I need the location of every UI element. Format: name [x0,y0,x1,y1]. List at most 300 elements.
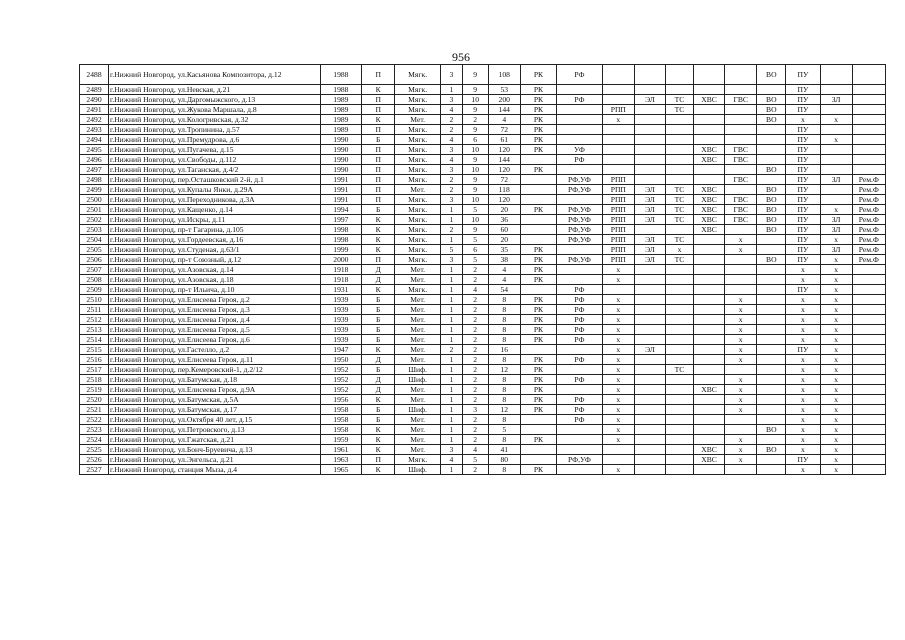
table-cell [634,155,665,165]
table-cell [852,155,885,165]
table-cell: РК [520,365,556,375]
table-cell [634,295,665,305]
table-cell [852,345,885,355]
table-cell [725,365,757,375]
table-cell: Рем.Ф [852,245,885,255]
table-cell [694,355,725,365]
table-cell [725,115,757,125]
table-cell [694,165,725,175]
table-cell: ПУ [786,255,820,265]
table-cell [557,105,603,115]
table-cell: ВО [757,65,786,85]
table-cell: 1939 [320,305,361,315]
table-cell: РК [520,125,556,135]
table-cell: 6 [462,245,488,255]
table-cell: х [786,425,820,435]
table-cell [634,175,665,185]
table-cell: РК [520,465,556,475]
table-cell: ТС [666,95,694,105]
table-cell: 2 [462,265,488,275]
table-cell [634,165,665,175]
table-cell: х [820,375,852,385]
table-cell: 1950 [320,355,361,365]
table-cell: П [362,95,395,105]
table-cell: 16 [488,345,520,355]
table-cell [725,265,757,275]
table-cell [725,225,757,235]
table-cell: Рем.Ф [852,205,885,215]
table-cell: 1958 [320,425,361,435]
table-cell: 8 [488,415,520,425]
table-cell [757,135,786,145]
table-cell: РПП [602,215,634,225]
row-number-cell: 2493 [80,125,109,135]
table-cell [757,235,786,245]
table-cell: 1958 [320,405,361,415]
table-row [80,375,886,385]
table-cell: ХВС [694,155,725,165]
table-cell [557,265,603,275]
table-cell [666,335,694,345]
address-cell: г.Нижний Новгород, пр-т Гагарина, д.105 [109,225,321,235]
table-cell: 2 [440,115,462,125]
table-cell: 10 [462,95,488,105]
table-cell [694,275,725,285]
table-cell: 9 [462,155,488,165]
table-cell [666,445,694,455]
table-cell [634,315,665,325]
table-cell: ПУ [786,85,820,95]
table-cell: Мягк. [395,215,441,225]
row-number-cell: 2522 [80,415,109,425]
table-cell [694,345,725,355]
table-cell [557,245,603,255]
table-cell [557,85,603,95]
table-cell: Мягк. [395,235,441,245]
table-cell: 1939 [320,335,361,345]
table-cell [634,305,665,315]
table-cell: Шиф. [395,365,441,375]
table-cell [634,375,665,385]
address-cell: г.Нижний Новгород, ул.Елисеева Героя, д.6 [109,335,321,345]
table-cell: х [602,355,634,365]
table-cell: х [786,415,820,425]
table-cell: РФ,УФ [557,235,603,245]
table-cell: РК [520,375,556,385]
address-cell: г.Нижний Новгород, ул.Пугачева, д.15 [109,145,321,155]
table-cell: ВО [757,215,786,225]
address-cell: г.Нижний Новгород, ул.Кологривская, д.32 [109,115,321,125]
address-cell: г.Нижний Новгород, ул.Азовская, д.18 [109,275,321,285]
table-cell [820,145,852,155]
table-cell: х [820,115,852,125]
table-cell: 1990 [320,165,361,175]
table-cell: 2 [462,325,488,335]
table-cell: х [786,265,820,275]
table-cell: 4 [440,105,462,115]
table-row [80,195,886,205]
table-cell: х [820,365,852,375]
table-cell: 1991 [320,195,361,205]
table-cell: РПП [602,225,634,235]
table-cell: 1 [440,295,462,305]
table-row [80,155,886,165]
table-cell: РК [520,205,556,215]
table-cell: 8 [488,355,520,365]
table-cell [757,435,786,445]
table-cell: 1959 [320,435,361,445]
table-cell [602,135,634,145]
table-cell: Мягк. [395,105,441,115]
table-cell [725,85,757,95]
table-cell: ПУ [786,195,820,205]
table-cell: РПП [602,205,634,215]
table-cell: К [362,115,395,125]
table-cell: П [362,185,395,195]
row-number-cell: 2505 [80,245,109,255]
table-row [80,165,886,175]
row-number-cell: 2507 [80,265,109,275]
table-cell [557,435,603,445]
table-row [80,275,886,285]
table-cell: РФ [557,65,603,85]
table-cell: ВО [757,205,786,215]
table-cell [852,275,885,285]
table-cell [757,315,786,325]
table-cell: 8 [488,375,520,385]
table-cell [694,285,725,295]
table-cell: Мягк. [395,125,441,135]
table-cell: 1 [440,405,462,415]
table-cell [666,425,694,435]
table-cell: х [602,435,634,445]
table-cell [852,105,885,115]
table-cell: 120 [488,145,520,155]
table-cell: ВО [757,425,786,435]
row-number-cell: 2511 [80,305,109,315]
table-cell: К [362,425,395,435]
table-cell: 1 [440,365,462,375]
table-cell: 12 [488,365,520,375]
table-cell: х [820,275,852,285]
table-cell: ХВС [694,455,725,465]
table-cell: П [362,255,395,265]
table-cell: РК [520,135,556,145]
table-cell: 1 [440,275,462,285]
table-cell: 1952 [320,385,361,395]
table-cell: РК [520,85,556,95]
table-cell: ПУ [786,235,820,245]
table-cell: Мягк. [395,155,441,165]
table-cell [852,445,885,455]
table-cell [520,225,556,235]
table-cell [520,455,556,465]
table-cell [694,85,725,95]
table-cell: 1 [440,375,462,385]
table-cell: РФ [557,315,603,325]
table-row [80,415,886,425]
table-cell: 8 [488,465,520,475]
table-cell: Мет. [395,185,441,195]
table-cell [634,455,665,465]
table-cell: 3 [440,65,462,85]
table-cell: 10 [462,195,488,205]
row-number-cell: 2498 [80,175,109,185]
row-number-cell: 2504 [80,235,109,245]
table-cell: ТС [666,215,694,225]
table-cell: РФ [557,95,603,105]
table-cell: 9 [462,225,488,235]
table-cell [694,135,725,145]
table-cell: х [602,465,634,475]
table-cell [757,345,786,355]
table-cell [557,115,603,125]
table-cell: ЗЛ [820,215,852,225]
row-number-cell: 2518 [80,375,109,385]
table-cell [694,425,725,435]
table-cell: 9 [462,105,488,115]
table-cell [757,295,786,305]
table-cell: ПУ [786,205,820,215]
table-cell: 1939 [320,325,361,335]
table-cell: 8 [488,305,520,315]
table-cell: Д [362,375,395,385]
table-cell: х [820,295,852,305]
table-row [80,95,886,105]
table-cell: ЗЛ [820,175,852,185]
table-cell: 144 [488,105,520,115]
table-cell [852,325,885,335]
table-cell: 1918 [320,275,361,285]
table-cell [757,85,786,95]
address-cell: г.Нижний Новгород, ул.Батумская, д.17 [109,405,321,415]
table-cell: 1952 [320,365,361,375]
table-cell: ЗЛ [820,225,852,235]
table-cell: 3 [440,195,462,205]
table-cell: 4 [440,455,462,465]
table-cell [725,425,757,435]
address-cell: г.Нижний Новгород, ул.Азовская, д.14 [109,265,321,275]
table-cell: 10 [462,165,488,175]
table-cell: 10 [462,215,488,225]
table-cell [852,115,885,125]
table-cell: х [820,305,852,315]
table-cell: Мягк. [395,85,441,95]
table-cell: 1947 [320,345,361,355]
table-cell: х [725,405,757,415]
address-cell: г.Нижний Новгород, ул.Переходникова, д.3А [109,195,321,205]
table-cell [520,185,556,195]
table-cell: 5 [462,255,488,265]
table-cell: 200 [488,95,520,105]
table-cell [725,105,757,115]
table-cell [520,445,556,455]
table-cell [557,465,603,475]
table-cell: 1 [440,465,462,475]
table-cell [757,375,786,385]
table-cell: х [786,365,820,375]
table-cell: 1990 [320,135,361,145]
address-cell: г.Нижний Новгород, ул.Батумская, д.5А [109,395,321,405]
address-cell: г.Нижний Новгород, ул.Кащенко, д.14 [109,205,321,215]
address-cell: г.Нижний Новгород, ул.Таганская, д.4/2 [109,165,321,175]
table-cell: 1 [440,305,462,315]
table-cell [852,465,885,475]
table-cell [725,185,757,195]
table-cell: х [786,405,820,415]
table-cell [602,165,634,175]
table-cell [634,105,665,115]
table-cell: Мягк. [395,175,441,185]
table-cell [520,285,556,295]
table-cell [852,405,885,415]
table-cell: Мягк. [395,95,441,105]
table-row [80,355,886,365]
table-cell: х [820,415,852,425]
table-cell [757,405,786,415]
table-cell: ПУ [786,455,820,465]
table-cell: Б [362,305,395,315]
table-cell: 1931 [320,285,361,295]
table-cell: 2 [462,315,488,325]
table-cell: Мягк. [395,205,441,215]
table-row [80,135,886,145]
table-cell: ХВС [694,205,725,215]
table-cell: ПУ [786,215,820,225]
table-cell: 2 [462,375,488,385]
table-cell: 1989 [320,125,361,135]
address-cell: г.Нижний Новгород, ул.Энгельса, д.21 [109,455,321,465]
table-cell: 5 [462,235,488,245]
table-row [80,305,886,315]
table-cell: Б [362,315,395,325]
table-cell [694,235,725,245]
table-cell [852,425,885,435]
address-cell: г.Нижний Новгород, ул.Искры, д.11 [109,215,321,225]
table-cell: 80 [488,455,520,465]
row-number-cell: 2520 [80,395,109,405]
table-cell [757,175,786,185]
table-cell: РПП [602,195,634,205]
address-cell: г.Нижний Новгород, станция Мыза, д.4 [109,465,321,475]
table-cell [852,385,885,395]
table-cell: 9 [462,85,488,95]
table-cell: ХВС [694,385,725,395]
table-cell: 1963 [320,455,361,465]
table-cell: 2 [462,115,488,125]
table-cell [602,95,634,105]
table-cell: 1991 [320,185,361,195]
table-cell: х [725,245,757,255]
row-number-cell: 2519 [80,385,109,395]
table-cell: х [820,445,852,455]
table-cell: х [602,405,634,415]
table-cell: ПУ [786,95,820,105]
table-cell: 4 [440,155,462,165]
table-cell: 8 [488,315,520,325]
table-cell: РФ [557,285,603,295]
table-cell: Мет. [395,395,441,405]
table-cell: Мягк. [395,455,441,465]
table-cell: 1989 [320,105,361,115]
table-cell: 2 [440,175,462,185]
table-cell: х [820,345,852,355]
table-cell: Мет. [395,435,441,445]
table-cell: РФ [557,155,603,165]
table-cell: 4 [462,285,488,295]
table-cell [694,125,725,135]
table-cell: К [362,345,395,355]
table-cell [820,155,852,165]
table-cell: 2 [462,335,488,345]
table-cell: 1 [440,325,462,335]
table-cell: 3 [440,95,462,105]
table-cell [634,265,665,275]
row-number-cell: 2488 [80,65,109,85]
table-cell: РФ [557,415,603,425]
address-cell: г.Нижний Новгород, ул.Октября 40 лет, д.15 [109,415,321,425]
table-cell: 120 [488,165,520,175]
table-cell [602,85,634,95]
table-row [80,215,886,225]
table-cell [634,125,665,135]
table-cell: х [725,355,757,365]
table-cell: 1 [440,315,462,325]
table-cell: ТС [666,105,694,115]
table-cell: х [725,375,757,385]
table-cell: 5 [462,205,488,215]
table-cell [694,415,725,425]
table-cell [820,105,852,115]
table-cell [634,335,665,345]
table-cell: П [362,175,395,185]
table-cell [757,325,786,335]
table-cell: РК [520,115,556,125]
table-cell [520,195,556,205]
table-cell: х [725,315,757,325]
table-cell: 2 [462,415,488,425]
table-cell: х [602,275,634,285]
table-cell: РК [520,355,556,365]
table-cell: х [786,275,820,285]
table-cell: х [820,355,852,365]
table-cell: ВО [757,185,786,195]
table-cell [694,365,725,375]
row-number-cell: 2502 [80,215,109,225]
table-cell [666,465,694,475]
address-cell: г.Нижний Новгород, ул.Гжатская, д.21 [109,435,321,445]
table-cell: ПУ [786,165,820,175]
table-cell: Рем.Ф [852,235,885,245]
table-cell: Рем.Ф [852,175,885,185]
table-cell: РК [520,165,556,175]
table-cell [634,405,665,415]
table-cell: 9 [462,185,488,195]
table-cell [634,65,665,85]
table-cell: 1 [440,415,462,425]
row-number-cell: 2497 [80,165,109,175]
table-cell: 2 [462,385,488,395]
table-cell: 20 [488,205,520,215]
table-cell: Б [362,335,395,345]
table-cell: х [820,455,852,465]
table-cell [694,255,725,265]
table-cell: ХВС [694,195,725,205]
table-cell [820,65,852,85]
table-cell [557,345,603,355]
table-cell [666,385,694,395]
address-cell: г.Нижний Новгород, пер.Осташковский 2-й, д.1 [109,175,321,185]
